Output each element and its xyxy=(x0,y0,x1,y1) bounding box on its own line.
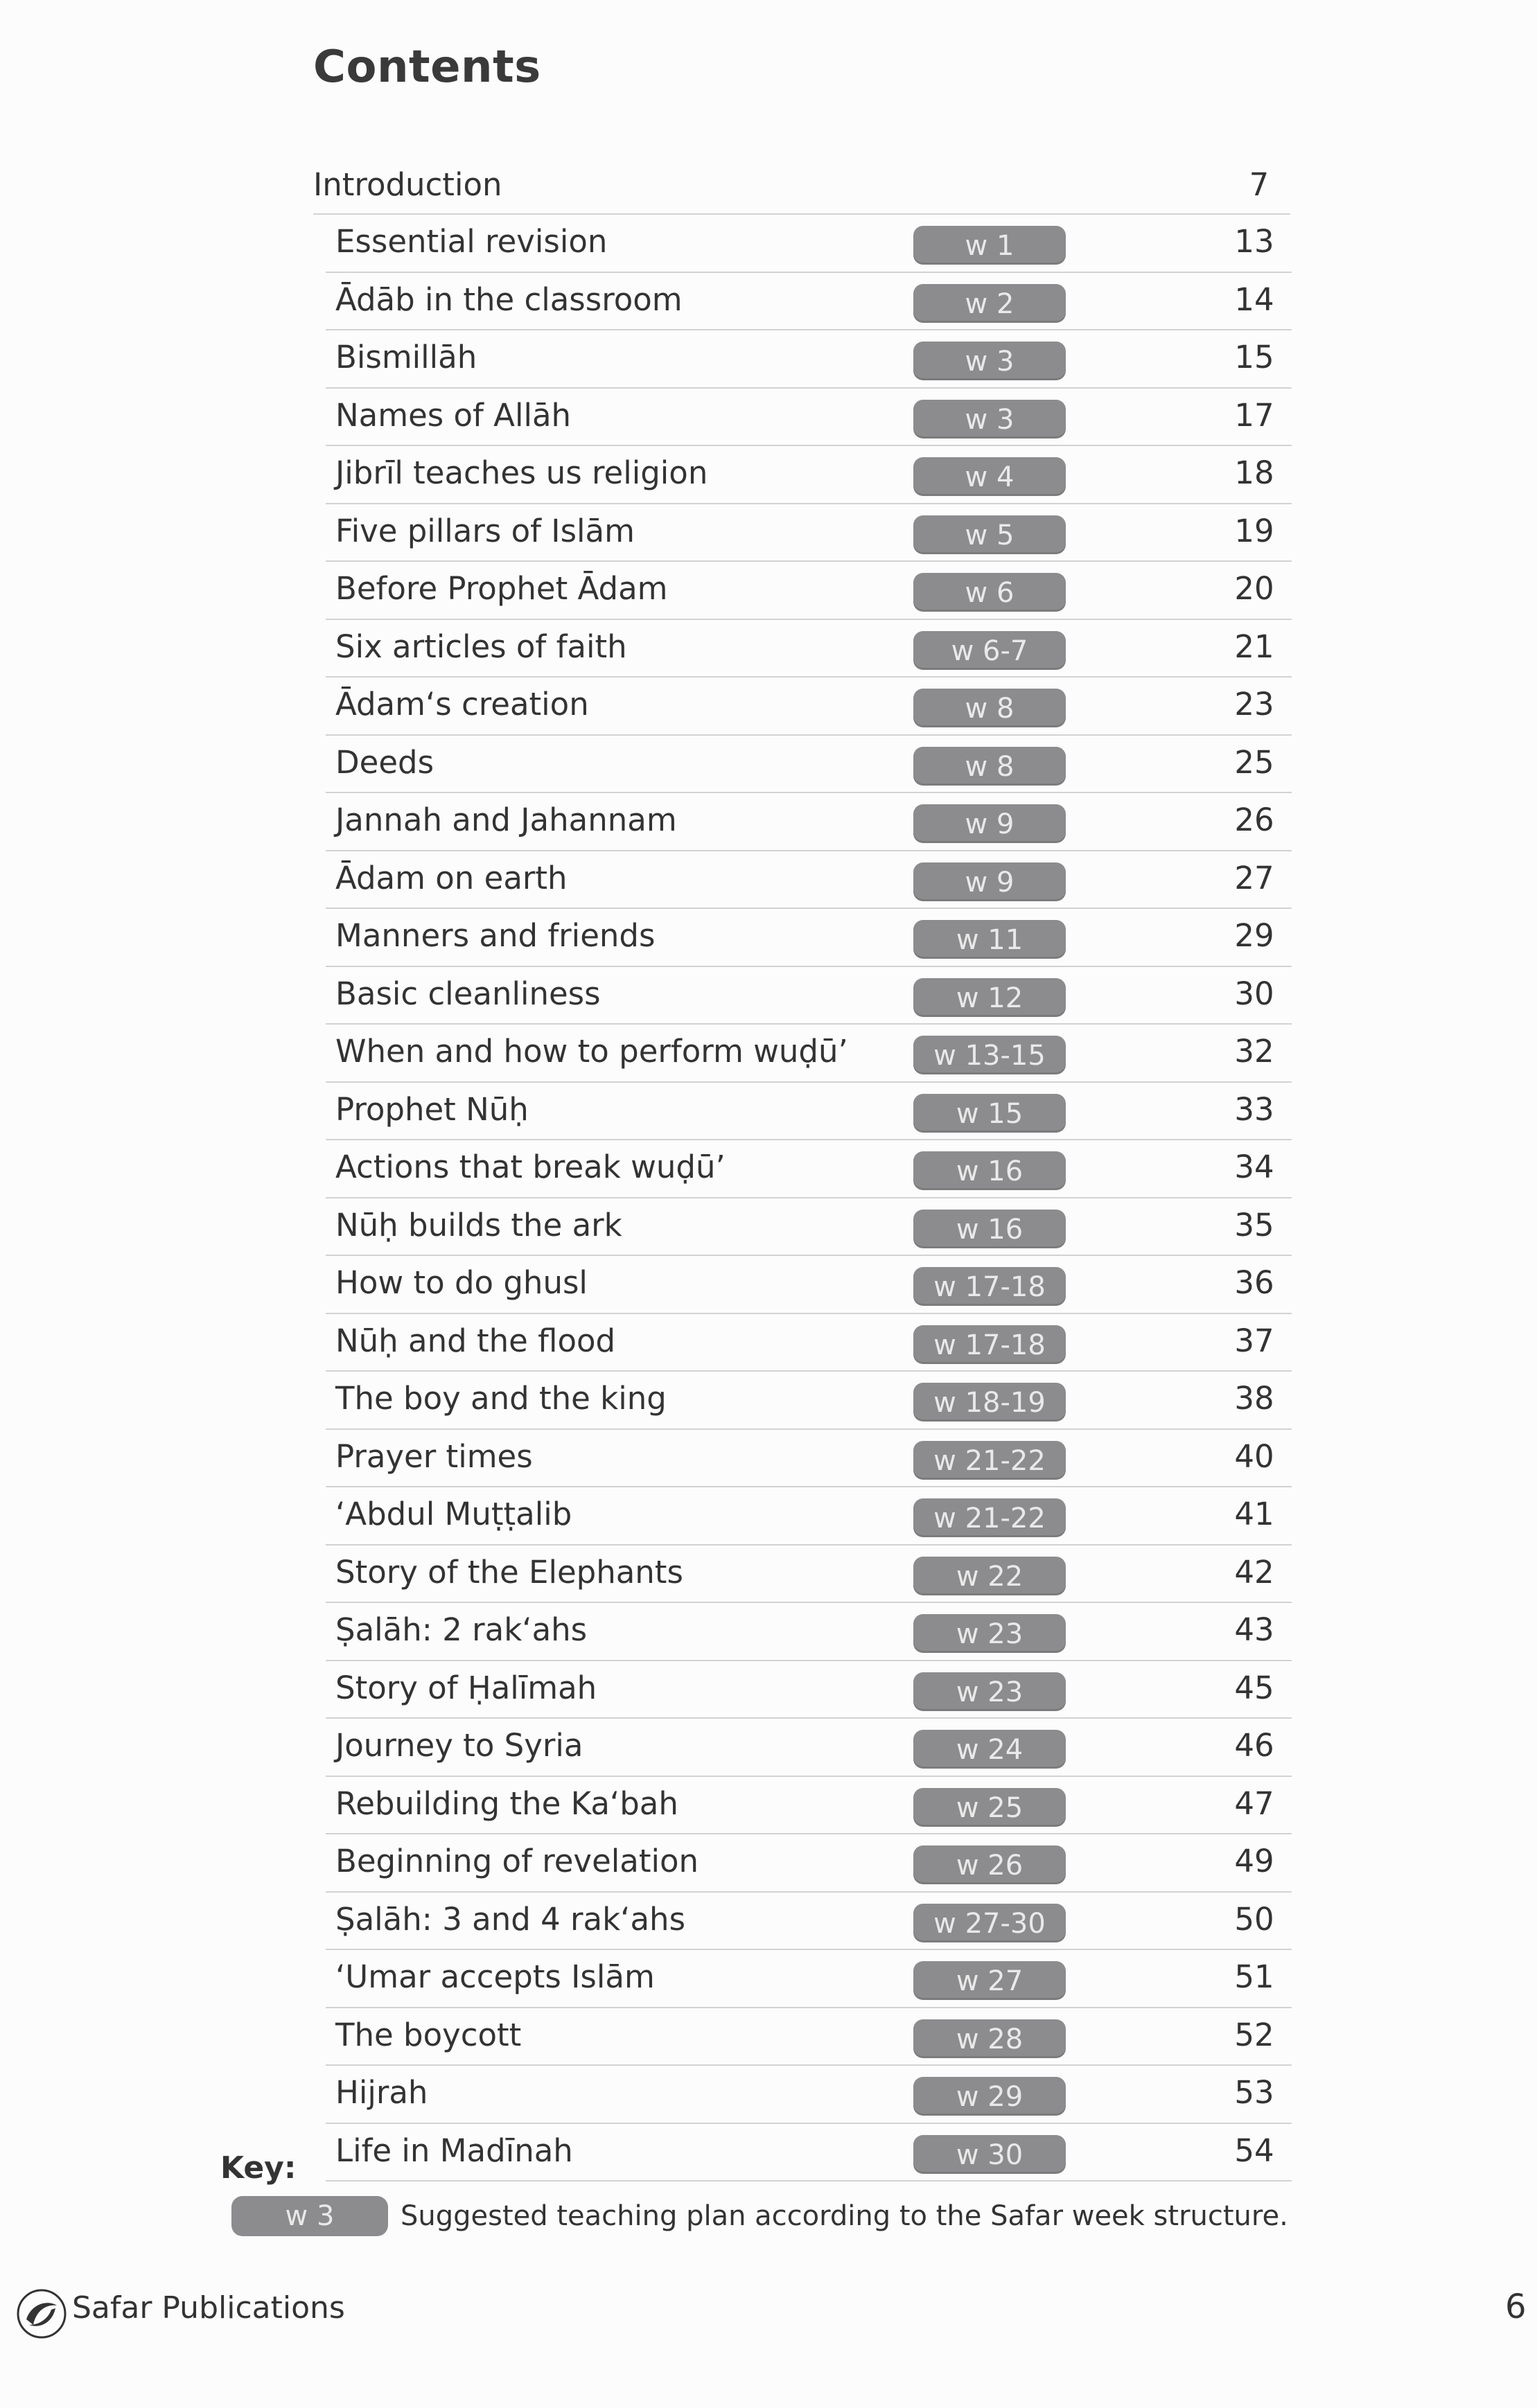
key-label: Key: xyxy=(220,2150,297,2186)
week-badge: w 27-30 xyxy=(913,1904,1066,1942)
toc-entry-title: Hijrah xyxy=(335,2074,428,2111)
toc-row[interactable] xyxy=(326,273,1292,331)
table-of-contents xyxy=(326,215,1292,2181)
toc-page-number: 21 xyxy=(1234,628,1274,665)
week-badge: w 26 xyxy=(913,1845,1066,1884)
toc-entry-title: Story of Ḥalīmah xyxy=(335,1669,597,1706)
safar-logo-icon xyxy=(15,2287,68,2340)
toc-entry-title: Jannah and Jahannam xyxy=(335,802,677,838)
week-badge: w 2 xyxy=(913,284,1066,323)
toc-row[interactable] xyxy=(326,793,1292,851)
week-badge: w 18-19 xyxy=(913,1383,1066,1422)
toc-row[interactable] xyxy=(326,562,1292,620)
toc-row[interactable] xyxy=(326,1198,1292,1257)
toc-entry-title: ‘Abdul Muṭṭalib xyxy=(335,1496,572,1532)
toc-page-number: 53 xyxy=(1234,2074,1274,2111)
toc-entry-title: Nūḥ builds the ark xyxy=(335,1206,622,1243)
toc-page-number: 49 xyxy=(1234,1843,1274,1879)
toc-entry-title: Prayer times xyxy=(335,1437,533,1475)
week-badge: w 13-15 xyxy=(913,1036,1066,1074)
toc-row[interactable] xyxy=(326,1314,1292,1372)
toc-page-number: 30 xyxy=(1234,975,1274,1012)
toc-entry-title: Ādam‘s creation xyxy=(335,686,589,723)
toc-entry-title: Essential revision xyxy=(335,223,608,260)
toc-page-number: 46 xyxy=(1234,1727,1274,1764)
week-badge: w 3 xyxy=(913,400,1066,439)
week-badge: w 5 xyxy=(913,515,1066,554)
toc-row[interactable] xyxy=(326,1603,1292,1661)
toc-entry-title: Ādāb in the classroom xyxy=(335,281,683,318)
toc-entry-title: Six articles of faith xyxy=(335,628,627,665)
toc-entry-title: Before Prophet Ādam xyxy=(335,570,668,607)
toc-row[interactable] xyxy=(326,1430,1292,1488)
toc-row[interactable] xyxy=(326,1256,1292,1314)
toc-row[interactable] xyxy=(326,1950,1292,2008)
toc-entry-title: Bismillāh xyxy=(335,339,477,375)
toc-page-number: 40 xyxy=(1234,1437,1274,1475)
key-description: Suggested teaching plan according to the Safar week structure. xyxy=(401,2200,1288,2232)
toc-entry-title: The boy and the king xyxy=(335,1380,667,1417)
toc-row[interactable] xyxy=(326,851,1292,910)
toc-row[interactable] xyxy=(326,909,1292,967)
toc-entry-title: Ādam on earth xyxy=(335,859,568,896)
toc-page-number: 52 xyxy=(1234,2016,1274,2053)
week-badge: w 9 xyxy=(913,804,1066,843)
toc-entry-title: Story of the Elephants xyxy=(335,1553,683,1591)
toc-entry-title: Prophet Nūḥ xyxy=(335,1090,529,1128)
toc-row[interactable] xyxy=(326,1083,1292,1141)
toc-page-number: 34 xyxy=(1234,1149,1274,1185)
toc-page-number: 35 xyxy=(1234,1206,1274,1243)
week-badge: w 17-18 xyxy=(913,1267,1066,1306)
week-badge: w 16 xyxy=(913,1210,1066,1248)
toc-row[interactable] xyxy=(326,1025,1292,1083)
toc-entry-title: Rebuilding the Ka‘bah xyxy=(335,1785,678,1822)
toc-page-number: 26 xyxy=(1234,802,1274,838)
toc-page-number: 42 xyxy=(1234,1553,1274,1591)
toc-row[interactable] xyxy=(326,1546,1292,1604)
week-badge: w 4 xyxy=(913,457,1066,496)
toc-page-number: 7 xyxy=(1249,166,1270,203)
week-badge: w 21-22 xyxy=(913,1498,1066,1537)
toc-entry-title: Life in Madīnah xyxy=(335,2132,573,2169)
week-badge: w 23 xyxy=(913,1672,1066,1711)
toc-row[interactable] xyxy=(326,967,1292,1025)
week-badge: w 15 xyxy=(913,1094,1066,1133)
toc-page-number: 32 xyxy=(1234,1033,1274,1070)
week-badge: w 23 xyxy=(913,1614,1066,1653)
toc-entry-title: Ṣalāh: 2 rak‘ahs xyxy=(335,1611,588,1648)
toc-page-number: 18 xyxy=(1234,454,1274,491)
toc-page-number: 50 xyxy=(1234,1900,1274,1938)
week-badge: w 8 xyxy=(913,689,1066,727)
toc-entry-title: Nūḥ and the flood xyxy=(335,1322,616,1359)
toc-entry-title: Deeds xyxy=(335,743,434,781)
week-badge: w 24 xyxy=(913,1730,1066,1769)
toc-page-number: 54 xyxy=(1234,2132,1274,2169)
week-badge: w 11 xyxy=(913,920,1066,959)
toc-page-number: 47 xyxy=(1234,1785,1274,1822)
toc-row[interactable] xyxy=(326,2008,1292,2066)
week-badge: w 1 xyxy=(913,226,1066,265)
week-badge: w 29 xyxy=(913,2077,1066,2116)
week-badge: w 27 xyxy=(913,1961,1066,2000)
toc-row[interactable] xyxy=(326,504,1292,563)
toc-row[interactable] xyxy=(326,446,1292,504)
toc-page-number: 13 xyxy=(1234,223,1274,260)
week-badge: w 12 xyxy=(913,978,1066,1017)
week-badge: w 6-7 xyxy=(913,631,1066,670)
toc-page-number: 41 xyxy=(1234,1496,1274,1532)
toc-row[interactable] xyxy=(326,2124,1292,2182)
toc-entry-title: Beginning of revelation xyxy=(335,1843,699,1879)
toc-row[interactable] xyxy=(326,1834,1292,1893)
toc-entry-title: Manners and friends xyxy=(335,917,656,954)
toc-entry-title: ‘Umar accepts Islām xyxy=(335,1958,655,1995)
publisher-name: Safar Publications xyxy=(72,2290,345,2326)
toc-page-number: 45 xyxy=(1234,1669,1274,1706)
toc-entry-title: Jibrīl teaches us religion xyxy=(335,454,708,491)
toc-row[interactable] xyxy=(326,736,1292,794)
toc-row[interactable] xyxy=(326,1372,1292,1430)
toc-row[interactable] xyxy=(326,330,1292,389)
week-badge: w 3 xyxy=(913,342,1066,380)
toc-page-number: 29 xyxy=(1234,917,1274,954)
week-badge: w 9 xyxy=(913,862,1066,901)
toc-entry-title: Names of Allāh xyxy=(335,396,572,434)
toc-entry-title: Ṣalāh: 3 and 4 rak‘ahs xyxy=(335,1900,686,1938)
toc-entry-title: Actions that break wuḍū’ xyxy=(335,1149,726,1185)
week-badge: w 22 xyxy=(913,1557,1066,1595)
week-badge: w 25 xyxy=(913,1788,1066,1827)
toc-row[interactable] xyxy=(326,2066,1292,2124)
toc-page-number: 43 xyxy=(1234,1611,1274,1648)
toc-row[interactable] xyxy=(326,1140,1292,1198)
toc-entry-title: How to do ghusl xyxy=(335,1264,588,1301)
toc-page-number: 23 xyxy=(1234,686,1274,723)
toc-page-number: 36 xyxy=(1234,1264,1274,1301)
toc-page-number: 51 xyxy=(1234,1958,1274,1995)
toc-row[interactable] xyxy=(326,389,1292,447)
week-badge: w 6 xyxy=(913,573,1066,612)
toc-entry-title: When and how to perform wuḍū’ xyxy=(335,1033,848,1070)
toc-entry-title: Journey to Syria xyxy=(335,1727,583,1764)
toc-row[interactable] xyxy=(326,1777,1292,1835)
week-badge: w 8 xyxy=(913,747,1066,786)
toc-page-number: 37 xyxy=(1234,1322,1274,1359)
toc-entry-title: Introduction xyxy=(313,166,502,203)
toc-page-number: 17 xyxy=(1234,396,1274,434)
key-week-badge: w 3 xyxy=(231,2196,388,2236)
toc-row[interactable] xyxy=(326,1719,1292,1777)
week-badge: w 30 xyxy=(913,2135,1066,2174)
toc-page-number: 33 xyxy=(1234,1090,1274,1128)
toc-row[interactable] xyxy=(326,678,1292,736)
week-badge: w 17-18 xyxy=(913,1325,1066,1364)
week-badge: w 28 xyxy=(913,2019,1066,2058)
toc-row[interactable] xyxy=(326,1893,1292,1951)
toc-page-number: 14 xyxy=(1234,281,1274,318)
toc-entry-title: Basic cleanliness xyxy=(335,975,601,1012)
toc-row[interactable] xyxy=(326,215,1292,273)
week-badge: w 21-22 xyxy=(913,1441,1066,1480)
page-title: Contents xyxy=(313,42,541,93)
page-number: 6 xyxy=(1505,2287,1527,2326)
toc-page-number: 27 xyxy=(1234,859,1274,896)
toc-page-number: 38 xyxy=(1234,1380,1274,1417)
toc-page-number: 25 xyxy=(1234,743,1274,781)
toc-row-introduction[interactable] xyxy=(313,161,1290,215)
toc-page-number: 19 xyxy=(1234,512,1274,549)
toc-row[interactable] xyxy=(326,1661,1292,1719)
toc-entry-title: Five pillars of Islām xyxy=(335,512,635,549)
week-badge: w 16 xyxy=(913,1151,1066,1190)
toc-row[interactable] xyxy=(326,620,1292,678)
toc-page-number: 20 xyxy=(1234,570,1274,607)
toc-page-number: 15 xyxy=(1234,339,1274,375)
toc-entry-title: The boycott xyxy=(335,2016,522,2053)
toc-row[interactable] xyxy=(326,1487,1292,1546)
